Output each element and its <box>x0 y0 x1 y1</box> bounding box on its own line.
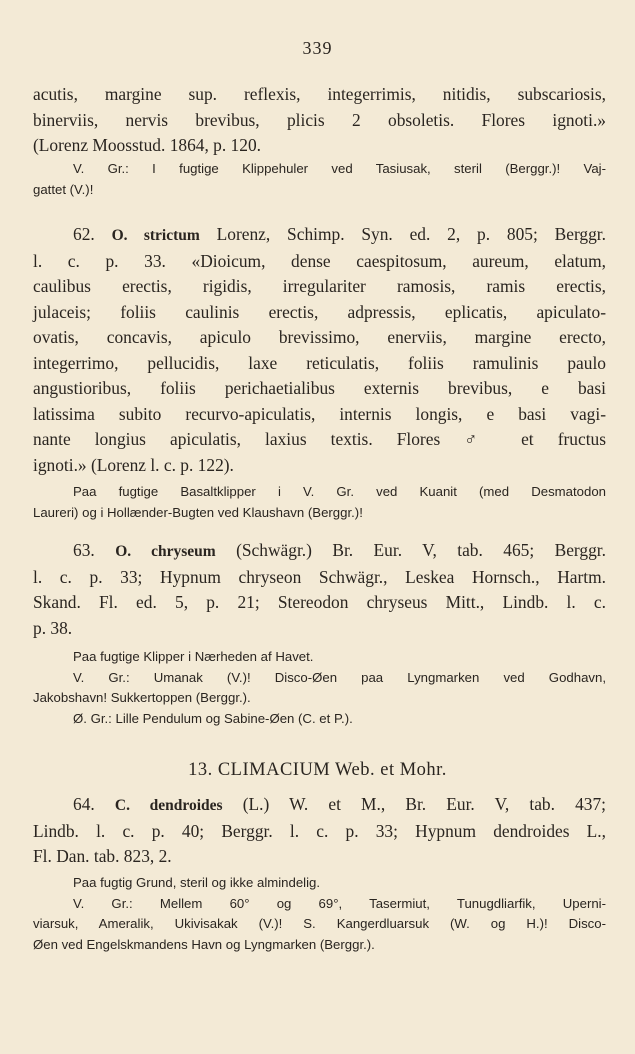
text-line: Paa fugtig Grund, steril og ikke almindelig. <box>73 875 321 890</box>
text-line: julaceis; foliis caulinis erectis, adpressis, eplicatis, apiculato- <box>33 301 606 322</box>
entry-number: 62. <box>73 224 95 244</box>
text-line: Jakobshavn! Sukkertoppen (Berggr.). <box>33 690 251 705</box>
entry-first-line <box>33 792 606 819</box>
text-line: Øen ved Engelskmandens Havn og Lyngmarken (Berggr.). <box>33 936 375 952</box>
text-line: ovatis, concavis, apiculo brevissimo, enerviis, margine erecto, <box>33 327 606 347</box>
entry-citation: Lorenz, Schimp. Syn. ed. 2, p. 805; Berggr. <box>216 224 606 244</box>
section-heading: 13. CLIMACIUM Web. et Mohr. <box>188 760 447 780</box>
text-line: Laureri) og i Hollænder-Bugten ved Klaushavn (Berggr.)! <box>33 504 363 520</box>
entry-first-line <box>33 538 606 565</box>
locality-note <box>33 159 606 200</box>
text-line: viarsuk, Ameralik, Ukivisakak (V.)! S. Kangerdluarsuk (W. og H.)! Disco- <box>33 916 606 931</box>
text-line: V. Gr.: Umanak (V.)! Disco-Øen paa Lyngmarken ved Godhavn, <box>73 669 606 685</box>
entry-first-line <box>33 222 606 249</box>
text-line: (Lorenz Moosstud. 1864, p. 120. <box>33 135 261 155</box>
text-line: ignoti.» (Lorenz l. c. p. 122). <box>33 454 234 475</box>
entry-number: 64. <box>73 794 95 814</box>
text-line: Skand. Fl. ed. 5, p. 21; Stereodon chryseus Mitt., Lindb. l. c. <box>33 592 606 612</box>
species-name: O. chryseum <box>115 543 216 560</box>
text-line: integerrimo, pellucidis, laxe reticulatis, foliis ramulinis paulo <box>33 352 606 373</box>
species-entry-62 <box>33 222 606 478</box>
text-line: nante longius apiculatis, laxius textis. Flores ♂ et fructus <box>33 429 606 449</box>
species-name: O. strictum <box>111 227 200 244</box>
text-line: caulibus erectis, rigidis, irregulariter ramosis, ramis erectis, <box>33 276 606 296</box>
locality-note <box>33 647 606 729</box>
locality-note <box>33 873 606 955</box>
species-entry-63 <box>33 538 606 641</box>
entry-number: 63. <box>73 540 95 560</box>
text-line: Ø. Gr.: Lille Pendulum og Sabine-Øen (C. et P.). <box>73 710 353 726</box>
text-line: latissima subito recurvo-apiculatis, internis longis, e basi vagi- <box>33 403 606 424</box>
text-line: acutis, margine sup. reflexis, integerrimis, nitidis, subscariosis, <box>33 84 606 104</box>
text-line: gattet (V.)! <box>33 181 94 197</box>
text-line: Lindb. l. c. p. 40; Berggr. l. c. p. 33; Hypnum dendroides L., <box>33 820 606 841</box>
text-line: l. c. p. 33. «Dioicum, dense caespitosum, aureum, elatum, <box>33 250 606 271</box>
species-name: C. dendroides <box>114 797 223 814</box>
species-entry-64 <box>33 792 606 870</box>
text-line: l. c. p. 33; Hypnum chryseon Schwägr., Leskea Hornsch., Hartm. <box>33 566 606 587</box>
entry-citation: (Schwägr.) Br. Eur. V, tab. 465; Berggr. <box>236 540 606 560</box>
text-line: p. 38. <box>33 617 73 638</box>
text-line: Fl. Dan. tab. 823, 2. <box>33 846 172 866</box>
text-line: Paa fugtige Klipper i Nærheden af Havet. <box>73 649 314 664</box>
paragraph-continued <box>33 82 606 159</box>
locality-note <box>33 482 606 523</box>
text-line: V. Gr.: I fugtige Klippehuler ved Tasiusak, steril (Berggr.)! Vaj- <box>73 161 606 176</box>
text-line: V. Gr.: Mellem 60° og 69°, Tasermiut, Tunugdliarfik, Uperni- <box>73 895 606 911</box>
entry-citation: (L.) W. et M., Br. Eur. V, tab. 437; <box>242 794 607 814</box>
text-line: Paa fugtige Basaltklipper i V. Gr. ved Kuanit (med Desmatodon <box>73 484 606 499</box>
page-number: 339 <box>302 38 333 58</box>
text-line: angustioribus, foliis perichaetialibus externis brevibus, e basi <box>33 378 606 398</box>
text-line: binerviis, nervis brevibus, plicis 2 obsoletis. Flores ignoti.» <box>33 109 606 130</box>
